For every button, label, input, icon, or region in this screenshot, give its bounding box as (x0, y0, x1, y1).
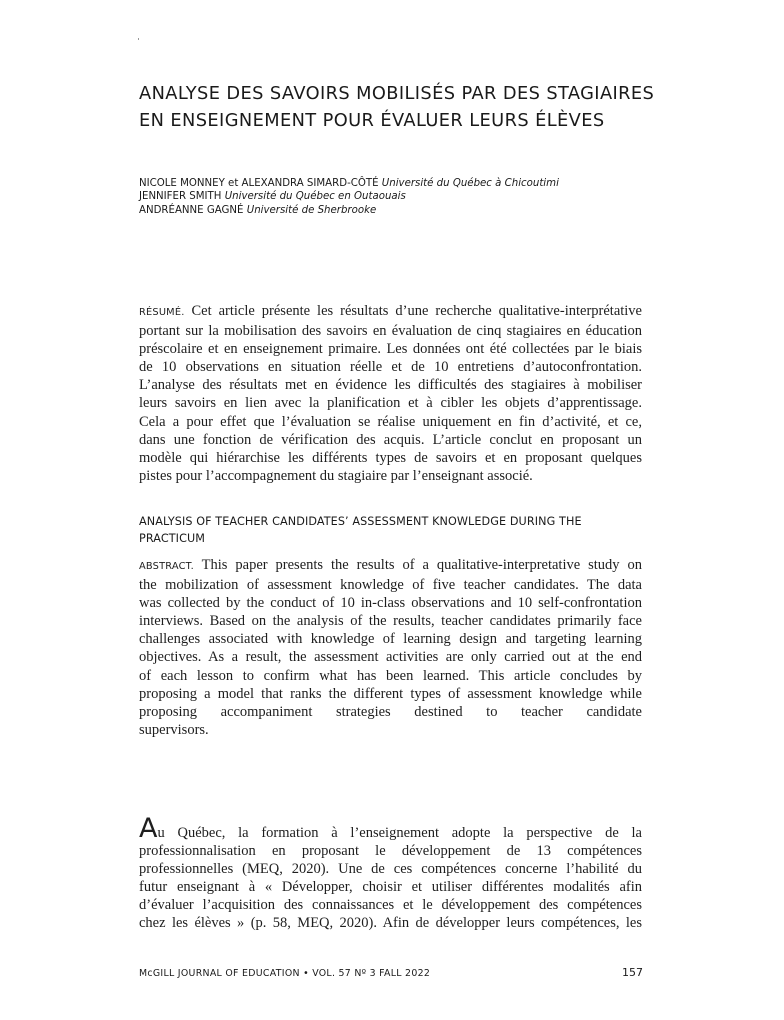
resume-line: portant sur la mobilisation des savoirs en évaluation de cinq stagiaires en éducation (139, 323, 642, 340)
drop-cap: A (139, 813, 158, 844)
resume-line: dans une fonction de vérification des acquis. L’article conclut en proposant un (139, 431, 642, 448)
author-line (139, 190, 659, 203)
author-list (139, 177, 659, 217)
journal-footer: McGILL JOURNAL OF EDUCATION • VOL. 57 Nº 3 FALL 2022 (139, 968, 431, 979)
abstract-line: the mobilization of assessment knowledge of five teacher candidates. The data (139, 577, 642, 594)
author-affiliation: Université du Québec en Outaouais (224, 191, 406, 203)
resume-line: préscolaire et en enseignement primaire. Les données ont été collectées par le biais (139, 341, 642, 358)
body-line: professionnalisation en proposant le développement de 13 compétences (139, 843, 642, 860)
body-paragraph (139, 813, 642, 933)
resume-line: de 10 observations en situation réelle et de 10 entretiens d’autoconfrontation. (139, 359, 642, 376)
abstract-line: ABSTRACT. This paper presents the results of a qualitative-interpretative study on (139, 557, 642, 573)
page-number: 157 (622, 966, 643, 979)
author-names: JENNIFER SMITH (139, 191, 222, 203)
abstract-label: ABSTRACT. (139, 561, 194, 572)
title-line-1: ANALYSE DES SAVOIRS MOBILISÉS PAR DES STAGIAIRES (139, 83, 655, 104)
resume-paragraph (139, 302, 642, 485)
body-line: professionnelles (MEQ, 2020). Une de ces compétences concerne l’habilité du (139, 861, 642, 878)
abstract-line: proposing accompaniment strategies destined to teacher candidate (139, 703, 642, 720)
abstract-paragraph (139, 556, 642, 739)
abstract-line: challenges associated with knowledge of learning design and targeting learning (139, 631, 642, 648)
author-line (139, 204, 659, 217)
abstract-line: of each lesson to confirm what has been learned. This article concludes by (139, 667, 642, 684)
page-mark (138, 38, 139, 40)
title-line-2: EN ENSEIGNEMENT POUR ÉVALUER LEURS ÉLÈVES (139, 110, 605, 131)
author-affiliation: Université du Québec à Chicoutimi (381, 178, 559, 189)
resume-line: modèle qui hiérarchise les différents types de savoirs et en proposant quelques (139, 449, 642, 466)
abstract-line: proposing a model that ranks the different types of assessment knowledge while (139, 685, 642, 702)
author-line (139, 177, 659, 190)
abstract-line: supervisors. (139, 721, 209, 738)
english-title: ANALYSIS OF TEACHER CANDIDATES’ ASSESSMENT KNOWLEDGE DURING THE PRACTICUM (139, 515, 582, 545)
resume-label: RÉSUMÉ. (139, 307, 185, 318)
author-names: NICOLE MONNEY et ALEXANDRA SIMARD-CÔTÉ (139, 178, 379, 189)
body-line: d’évaluer l’acquisition des connaissances et le développement des compétences (139, 897, 642, 914)
resume-line: leurs savoirs en lien avec la planification et à cibler les objets d’apprentissage. (139, 395, 642, 412)
resume-line: RÉSUMÉ. Cet article présente les résultats d’une recherche qualitative-interprétative (139, 303, 642, 319)
body-line: Au Québec, la formation à l’enseignement adopte la perspective de la (139, 813, 642, 844)
resume-line: L’analyse des résultats met en évidence les difficultés des stagiaires à mobiliser (139, 377, 642, 394)
article-title (139, 80, 659, 134)
abstract-line: interviews. Based on the analysis of the results, teacher candidates primarily face (139, 613, 642, 630)
abstract-line: was collected by the conduct of 10 in-class observations and 10 self-confrontation (139, 595, 642, 612)
abstract-line: objectives. As a result, the assessment activities are only carried out at the end (139, 649, 642, 666)
author-affiliation: Université de Sherbrooke (246, 204, 377, 216)
resume-line: pistes pour l’accompagnement du stagiaire par l’enseignant associé. (139, 467, 533, 484)
body-line: chez les élèves » (p. 58, MEQ, 2020). Afin de développer leurs compétences, les (139, 915, 642, 932)
author-names: ANDRÉANNE GAGNÉ (139, 204, 244, 216)
body-line: futur enseignant à « Développer, choisir et utiliser différentes modalités afin (139, 879, 642, 896)
resume-line: Cela a pour effet que l’évaluation se réalise uniquement en fin d’activité, et ce, (139, 413, 642, 430)
